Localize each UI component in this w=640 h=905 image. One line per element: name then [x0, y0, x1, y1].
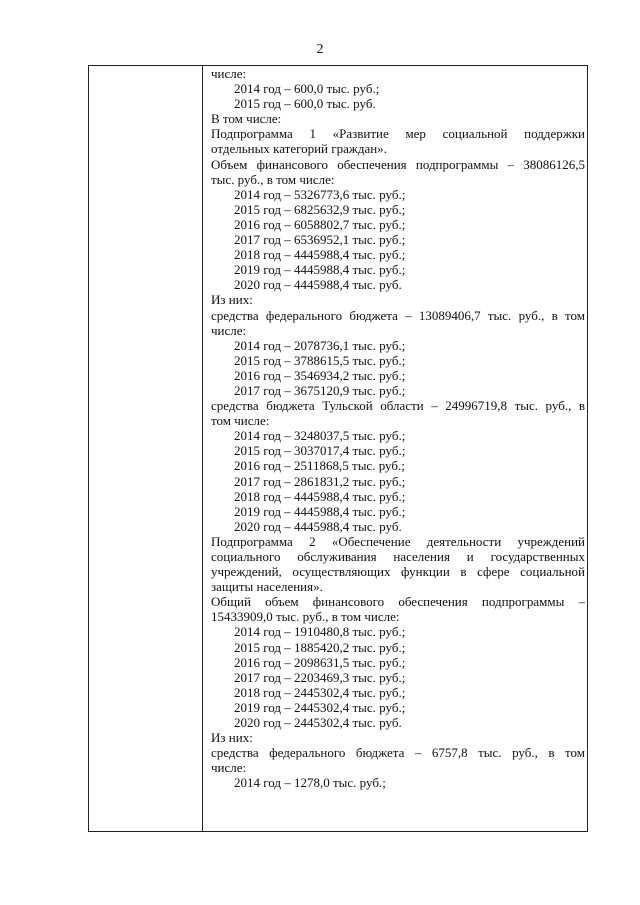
text-line: 2014 год – 5326773,6 тыс. руб.;	[234, 186, 406, 202]
text-line: 2017 год – 2861831,2 тыс. руб.;	[234, 473, 406, 489]
text-line: отдельных категорий граждан».	[211, 141, 387, 157]
text-line: Подпрограмма 1 «Развитие мер социальной поддержки	[211, 126, 585, 142]
text-line: 2019 год – 4445988,4 тыс. руб.;	[234, 262, 406, 278]
text-line: 2016 год – 2511868,5 тыс. руб.;	[234, 458, 405, 474]
financing-text-cell	[211, 66, 585, 791]
text-line: числе:	[211, 66, 247, 81]
text-line: Из них:	[211, 292, 253, 308]
text-line: числе:	[211, 322, 247, 338]
text-line: средства бюджета Тульской области – 24996719,8 тыс. руб., в	[211, 398, 585, 414]
text-line: защиты населения».	[211, 579, 323, 595]
text-line: 15433909,0 тыс. руб., в том числе:	[211, 609, 400, 625]
text-line: 2018 год – 4445988,4 тыс. руб.;	[234, 247, 406, 263]
text-line: средства федерального бюджета – 13089406,7 тыс. руб., в том	[211, 307, 585, 323]
text-line: 2014 год – 1910480,8 тыс. руб.;	[234, 624, 406, 640]
text-line: 2016 год – 3546934,2 тыс. руб.;	[234, 367, 406, 383]
page-number: 2	[316, 42, 324, 57]
text-line: 2017 год – 6536952,1 тыс. руб.;	[234, 232, 406, 248]
text-line: Объем финансового обеспечения подпрограммы – 38086126,5	[211, 156, 585, 172]
passport-table	[88, 65, 588, 832]
text-line: 2015 год – 3037017,4 тыс. руб.;	[234, 443, 406, 459]
text-line: 2020 год – 2445302,4 тыс. руб.	[234, 715, 402, 731]
text-line: В том числе:	[211, 111, 282, 127]
text-line: 2018 год – 4445988,4 тыс. руб.;	[234, 488, 406, 504]
text-line: Подпрограмма 2 «Обеспечение деятельности учреждений	[211, 533, 585, 549]
text-line: 2017 год – 3675120,9 тыс. руб.;	[234, 382, 406, 398]
text-line: тыс. руб., в том числе:	[211, 171, 335, 187]
text-line: 2014 год – 3248037,5 тыс. руб.;	[234, 428, 406, 444]
text-line: Из них:	[211, 730, 253, 746]
column-divider	[202, 66, 203, 831]
text-line: числе:	[211, 760, 247, 776]
text-line: учреждений, осуществляющих функции в сфере социальной	[211, 564, 585, 580]
text-line: 2015 год – 1885420,2 тыс. руб.;	[234, 639, 406, 655]
text-line: Общий объем финансового обеспечения подпрограммы –	[211, 594, 585, 610]
text-line: 2014 год – 1278,0 тыс. руб.;	[234, 775, 386, 791]
text-line: средства федерального бюджета – 6757,8 тыс. руб., в том	[211, 745, 585, 761]
text-line: 2015 год – 6825632,9 тыс. руб.;	[234, 201, 406, 217]
text-line: 2016 год – 6058802,7 тыс. руб.;	[234, 216, 406, 232]
text-line: 2019 год – 2445302,4 тыс. руб.;	[234, 699, 406, 715]
text-line: 2018 год – 2445302,4 тыс. руб.;	[234, 684, 406, 700]
text-line: 2019 год – 4445988,4 тыс. руб.;	[234, 503, 406, 519]
text-line: 2020 год – 4445988,4 тыс. руб.	[234, 518, 402, 534]
text-line: 2017 год – 2203469,3 тыс. руб.;	[234, 669, 406, 685]
text-line: 2016 год – 2098631,5 тыс. руб.;	[234, 654, 406, 670]
text-line: 2014 год – 2078736,1 тыс. руб.;	[234, 337, 406, 353]
text-line: 2014 год – 600,0 тыс. руб.;	[234, 81, 380, 97]
text-line: 2015 год – 3788615,5 тыс. руб.;	[234, 352, 406, 368]
text-line: том числе:	[211, 413, 270, 429]
text-line: 2015 год – 600,0 тыс. руб.	[234, 96, 376, 112]
text-line: 2020 год – 4445988,4 тыс. руб.	[234, 277, 402, 293]
text-line: социального обслуживания населения и государственных	[211, 549, 585, 564]
